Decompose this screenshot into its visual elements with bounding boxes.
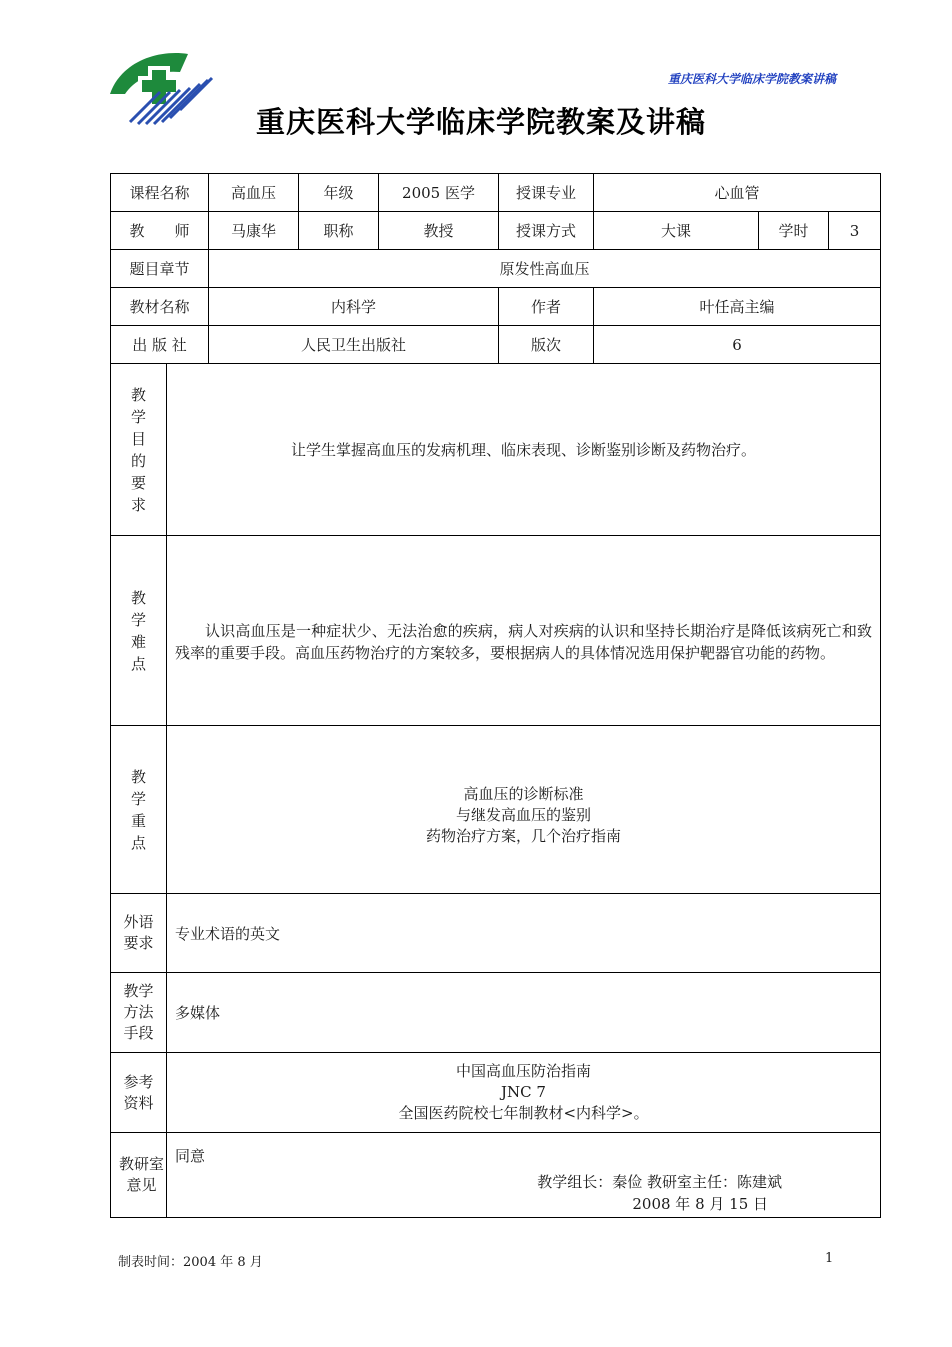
goal-text: 让学生掌握高血压的发病机理、临床表现、诊断鉴别诊断及药物治疗。 — [167, 364, 881, 536]
teacher-name: 马康华 — [209, 212, 299, 250]
publisher-label: 出 版 社 — [111, 326, 209, 364]
major-label: 授课专业 — [499, 174, 594, 212]
author-value: 叶任高主编 — [594, 288, 881, 326]
opinion-text: 同意 — [175, 1147, 206, 1165]
list-item: 全国医药院校七年制教材<内科学>。 — [398, 1104, 649, 1122]
chapter-value: 原发性高血压 — [209, 250, 881, 288]
goal-label: 教学目的要求 — [131, 385, 147, 514]
difficulty-text: 认识高血压是一种症状少、无法治愈的疾病，病人对疾病的认识和坚持长期治疗是降低该病死亡和致残率的重要手段。高血压药物治疗的方案较多，要根据病人的具体情况选用保护靶器官功能的药物。 — [175, 621, 873, 662]
edition-label: 版次 — [499, 326, 594, 364]
grade-value: 2005 医学 — [379, 174, 499, 212]
textbook-label: 教材名称 — [111, 288, 209, 326]
key-points-label: 教学重点 — [131, 767, 147, 852]
publisher-value: 人民卫生出版社 — [209, 326, 499, 364]
course-name-label: 课程名称 — [111, 174, 209, 212]
references-label: 参考资料 — [123, 1072, 154, 1112]
opinion-date: 2008 年 8 月 15 日 — [632, 1195, 769, 1213]
difficulty-label: 教学难点 — [131, 588, 147, 673]
edition-value: 6 — [594, 326, 881, 364]
made-time: 制表时间：2004 年 8 月 — [118, 1255, 263, 1270]
textbook-value: 内科学 — [209, 288, 499, 326]
method-label: 授课方式 — [499, 212, 594, 250]
chapter-label: 题目章节 — [111, 250, 209, 288]
list-item: 与继发高血压的鉴别 — [456, 806, 592, 824]
title-label: 职称 — [299, 212, 379, 250]
references-list — [167, 1053, 881, 1133]
method-value: 大课 — [594, 212, 759, 250]
list-item: 高血压的诊断标准 — [463, 785, 584, 803]
language-text: 专业术语的英文 — [167, 894, 881, 973]
opinion-label: 教研室意见 — [119, 1155, 165, 1194]
list-item: 中国高血压防治指南 — [456, 1062, 592, 1080]
language-label: 外语要求 — [123, 913, 154, 952]
signature-line: 教学组长：秦俭 教研室主任：陈建斌 — [537, 1173, 783, 1191]
key-points-list — [167, 726, 881, 894]
author-label: 作者 — [499, 288, 594, 326]
page-title: 重庆医科大学临床学院教案及讲稿 — [256, 105, 707, 139]
teacher-label: 教 师 — [111, 212, 209, 250]
list-item: JNC 7 — [501, 1083, 546, 1101]
page-number: 1 — [825, 1251, 834, 1266]
course-name: 高血压 — [209, 174, 299, 212]
list-item: 药物治疗方案，几个治疗指南 — [426, 827, 622, 845]
header-tag: 重庆医科大学临床学院教案讲稿 — [667, 72, 836, 86]
grade-label: 年级 — [299, 174, 379, 212]
methods-text: 多媒体 — [167, 973, 881, 1053]
lesson-plan-table — [110, 173, 881, 1218]
title-value: 教授 — [379, 212, 499, 250]
hospital-cross-logo-icon — [100, 44, 220, 128]
methods-label: 教学方法手段 — [123, 982, 154, 1042]
hours-label: 学时 — [759, 212, 829, 250]
major-value: 心血管 — [594, 174, 881, 212]
hours-value: 3 — [829, 212, 881, 250]
